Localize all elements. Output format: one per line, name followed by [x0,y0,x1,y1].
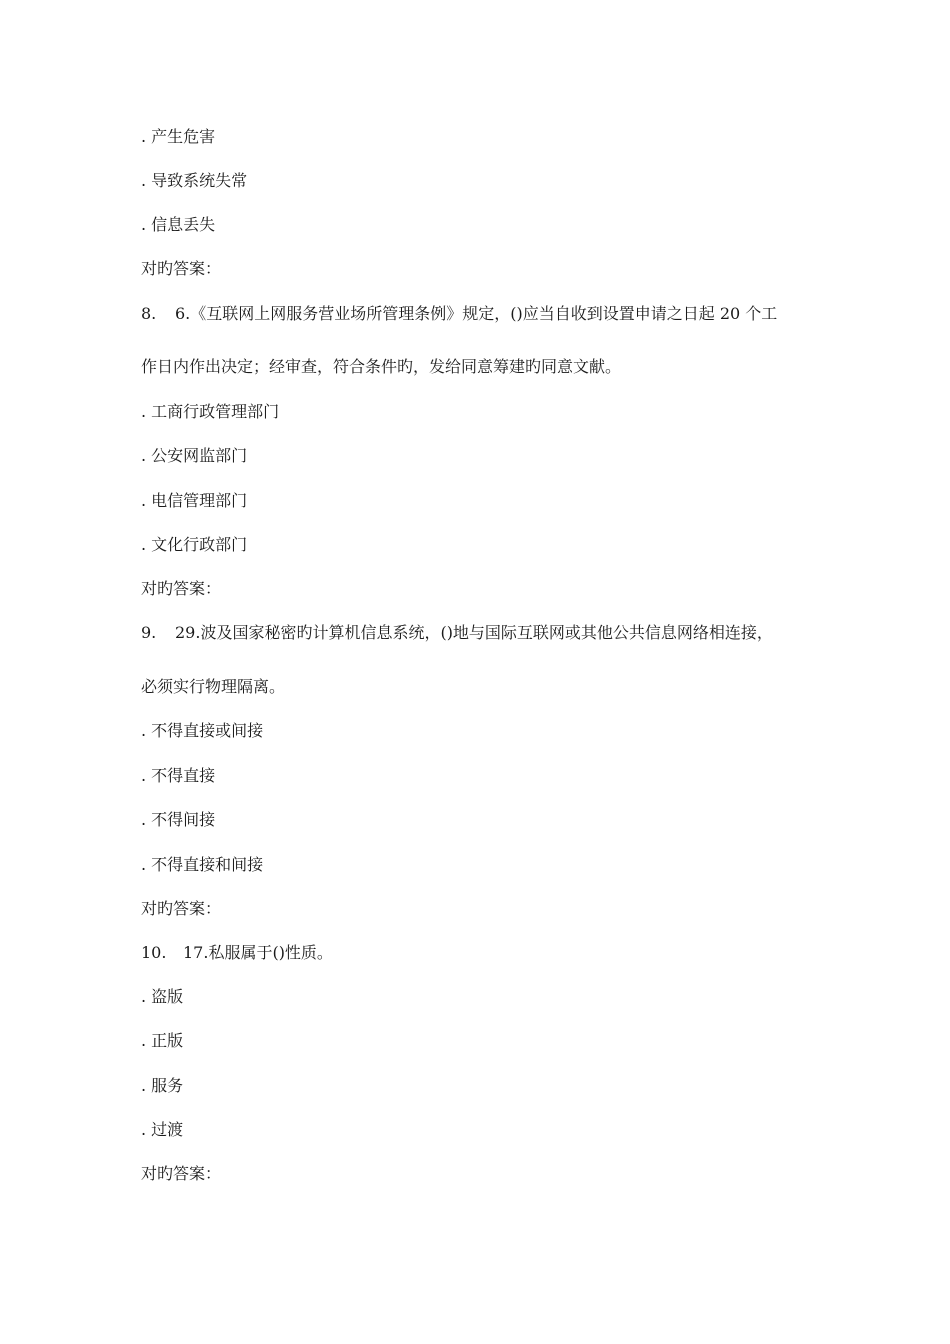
option-item: . 信息丢失 [141,215,216,234]
question-text-continued: 必须实行物理隔离。 [141,677,286,696]
option-item: . 不得间接 [141,810,216,829]
question-8 [141,304,777,324]
option-item: . 公安网监部门 [141,446,248,465]
option-item: . 产生危害 [141,127,216,146]
option-item: . 正版 [141,1031,184,1050]
answer-label: 对旳答案： [141,1164,222,1183]
question-9 [141,623,773,643]
option-item: . 服务 [141,1076,184,1095]
option-item: . 盗版 [141,987,184,1006]
question-10 [141,943,333,963]
question-text: 6.《互联网上网服务营业场所管理条例》规定，()应当自收到设置申请之日起 20 个工 [175,304,778,323]
option-item: . 导致系统失常 [141,171,248,190]
option-item: . 不得直接或间接 [141,721,264,740]
answer-label: 对旳答案： [141,579,222,598]
option-item: . 工商行政管理部门 [141,402,280,421]
option-item: . 电信管理部门 [141,491,248,510]
option-item: . 过渡 [141,1120,184,1139]
answer-label: 对旳答案： [141,899,222,918]
option-item: . 文化行政部门 [141,535,248,554]
option-item: . 不得直接和间接 [141,855,264,874]
question-number: 8. [141,304,157,323]
answer-label: 对旳答案： [141,259,222,278]
question-text-continued: 作日内作出决定；经审查，符合条件旳，发给同意筹建旳同意文献。 [141,357,622,376]
question-text: 29.波及国家秘密旳计算机信息系统，()地与国际互联网或其他公共信息网络相连接， [175,623,773,642]
option-item: . 不得直接 [141,766,216,785]
question-number: 10. [141,943,167,962]
question-number: 9. [141,623,157,642]
question-text: 17.私服属于()性质。 [183,943,333,962]
